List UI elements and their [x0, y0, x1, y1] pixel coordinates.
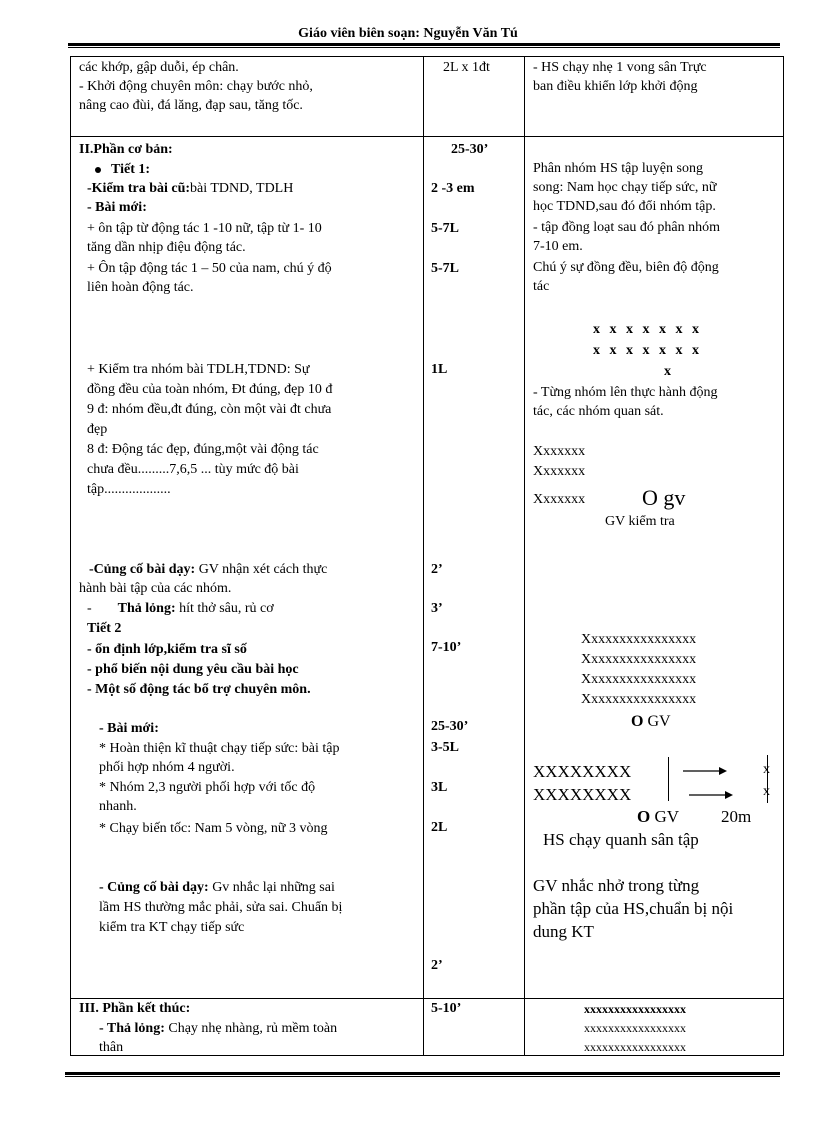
method-line: học TDND,sau đó đổi nhóm tập.: [533, 199, 716, 214]
formation-row: x: [664, 364, 674, 379]
thalong-line: - Thả lỏng: hít thở sâu, rủ cơ: [87, 601, 274, 616]
formation-row: Xxxxxxx: [533, 492, 586, 507]
method-line: dung KT: [533, 922, 594, 941]
dose-value: 2L: [431, 820, 448, 835]
baimoi-heading: - Bài mới:: [87, 200, 147, 215]
dose-value: 3-5L: [431, 740, 459, 755]
method-line: HS chạy quanh sân tập: [543, 830, 699, 849]
relay-row: XXXXXXXX: [533, 762, 632, 781]
page-header: Giáo viên biên soạn: Nguyễn Văn Tú: [298, 26, 518, 41]
baimoi-heading: - Bài mới:: [99, 721, 159, 736]
content-line: 8 đ: Động tác đẹp, đúng,một vài động tác: [87, 442, 319, 457]
content-line: * Chạy biến tốc: Nam 5 vòng, nữ 3 vòng: [99, 821, 328, 836]
method-line: Phân nhóm HS tập luyện song: [533, 161, 703, 176]
dose-value: 5-7L: [431, 261, 459, 276]
distance-label: 20m: [721, 807, 752, 826]
method-line: tác: [533, 279, 550, 294]
content-line: kiểm tra KT chạy tiếp sức: [99, 920, 245, 935]
dose-value: 2 -3 em: [431, 181, 475, 196]
dose-value: 2L x 1đt: [443, 60, 490, 75]
formation-row: xxxxxxxxxxxxxxxxx: [584, 1002, 686, 1016]
column-divider-2: [524, 57, 525, 1055]
content-line: + Kiểm tra nhóm bài TDLH,TDND: Sự: [87, 362, 310, 377]
relay-row: XXXXXXXX: [533, 785, 632, 804]
content-line: - ổn định lớp,kiểm tra sĩ số: [87, 642, 247, 657]
dose-value: 25-30’: [431, 719, 469, 734]
formation-row: Xxxxxxxxxxxxxxxx: [581, 632, 697, 647]
formation-row: Xxxxxxx: [533, 464, 586, 479]
method-line: song: Nam học chạy tiếp sức, nữ: [533, 180, 717, 195]
thalong-line: - Thả lỏng: Chạy nhẹ nhàng, rủ mềm toàn: [99, 1021, 338, 1036]
cungco-line: -Củng cố bài dạy: GV nhận xét cách thực: [89, 562, 328, 577]
method-line: GV nhắc nhở trong từng: [533, 876, 700, 895]
content-line: tập...................: [87, 482, 171, 497]
bullet-icon: [95, 167, 101, 173]
content-line: nhanh.: [99, 799, 137, 814]
formation-row: Xxxxxxxxxxxxxxxx: [581, 692, 697, 707]
row-divider-1: [71, 136, 783, 137]
content-line: + Ôn tập động tác 1 – 50 của nam, chú ý độ: [87, 261, 332, 276]
method-line: tác, các nhóm quan sát.: [533, 404, 664, 419]
dose-value: 2’: [431, 562, 443, 577]
content-line: - phổ biến nội dung yêu cầu bài học: [87, 662, 299, 677]
formation-row: Xxxxxxx: [533, 444, 586, 459]
method-line: Chú ý sự đồng đều, biên độ động: [533, 260, 719, 275]
method-line: 7-10 em.: [533, 239, 583, 254]
start-line: [668, 757, 669, 801]
formation-row: x x x x x x x: [593, 343, 702, 358]
dose-value: 1L: [431, 362, 448, 377]
method-line: - tập đồng loạt sau đó phân nhóm: [533, 220, 721, 235]
section-title-part3: III. Phần kết thúc:: [79, 1001, 191, 1016]
content-line: tăng dần nhịp điệu động tác.: [87, 240, 246, 255]
content-line: thân: [99, 1040, 124, 1055]
content-line: đẹp: [87, 422, 108, 437]
method-line: - Từng nhóm lên thực hành động: [533, 385, 718, 400]
ktbc-line: -Kiểm tra bài cũ:bài TDND, TDLH: [87, 181, 294, 196]
method-line: - HS chạy nhẹ 1 vong sân Trực: [533, 60, 707, 75]
dose-value: 5-7L: [431, 221, 459, 236]
content-line: 9 đ: nhóm đều,đt đúng, còn một vài đt chưa: [87, 402, 332, 417]
footer-rule: [65, 1072, 780, 1077]
dose-value: 3L: [431, 780, 448, 795]
cungco-line: - Củng cố bài dạy: Gv nhắc lại những sai: [99, 880, 335, 895]
teacher-marker: O GV: [631, 713, 671, 730]
dose-value: 2’: [431, 958, 443, 973]
formation-row: xxxxxxxxxxxxxxxxx: [584, 1021, 686, 1035]
content-line: - Khởi động chuyên môn: chạy bước nhỏ,: [79, 79, 313, 94]
dose-value: 7-10’: [431, 640, 462, 655]
formation-row: Xxxxxxxxxxxxxxxx: [581, 672, 697, 687]
content-line: hành bài tập của các nhóm.: [79, 581, 232, 596]
content-line: đồng đều của toàn nhóm, Đt đúng, đẹp 10 đ: [87, 382, 333, 397]
formation-row: xxxxxxxxxxxxxxxxx: [584, 1040, 686, 1054]
content-line: các khớp, gập duỗi, ép chân.: [79, 60, 239, 75]
formation-row: x x x x x x x: [593, 322, 702, 337]
header-rule: [68, 43, 780, 48]
content-line: liên hoàn động tác.: [87, 280, 194, 295]
content-line: + ôn tập từ động tác 1 -10 nữ, tập từ 1- 10: [87, 221, 322, 236]
dose-value: 5-10’: [431, 1001, 462, 1016]
method-line: phần tập của HS,chuẩn bị nội: [533, 899, 734, 918]
method-line: GV kiểm tra: [605, 514, 675, 529]
content-line: nâng cao đùi, đá lăng, đạp sau, tăng tốc.: [79, 98, 303, 113]
teacher-marker: O GV: [637, 807, 680, 826]
lesson-table: [70, 56, 784, 1056]
content-line: lầm HS thường mắc phải, sửa sai. Chuẩn bị: [99, 900, 343, 915]
column-divider-1: [423, 57, 424, 1055]
content-line: - Một số động tác bổ trợ chuyên môn.: [87, 682, 311, 697]
content-line: chưa đều.........7,6,5 ... tùy mức độ bài: [87, 462, 299, 477]
row-divider-2: [71, 998, 783, 999]
content-line: * Nhóm 2,3 người phối hợp với tốc độ: [99, 780, 316, 795]
tiet1-heading: Tiết 1:: [95, 161, 150, 179]
dose-value: 3’: [431, 601, 443, 616]
section-title-part2: II.Phần cơ bản:: [79, 142, 173, 157]
content-line: * Hoàn thiện kĩ thuật chạy tiếp sức: bài tập: [99, 741, 340, 756]
finish-marker: x: [763, 762, 770, 777]
finish-marker: x: [763, 784, 770, 799]
content-line: phối hợp nhóm 4 người.: [99, 760, 235, 775]
teacher-marker: O gv: [642, 485, 686, 510]
arrow-right-icon: [683, 763, 733, 803]
tiet2-heading: Tiết 2: [87, 621, 122, 636]
method-line: ban điều khiển lớp khởi động: [533, 79, 698, 94]
dose-value: 25-30’: [451, 142, 489, 157]
formation-row: Xxxxxxxxxxxxxxxx: [581, 652, 697, 667]
